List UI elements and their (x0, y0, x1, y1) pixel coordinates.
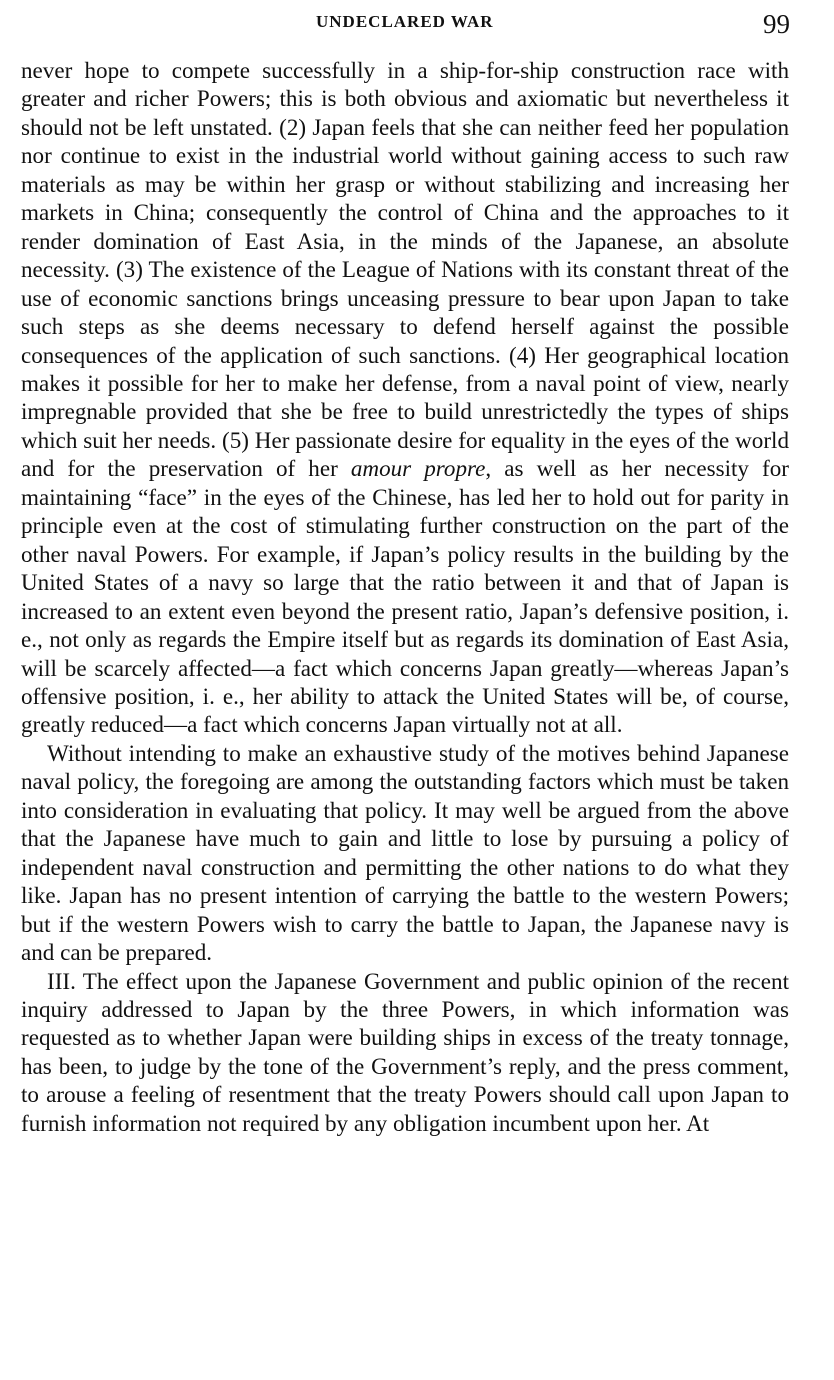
page-number: 99 (763, 9, 790, 39)
paragraph: Without intending to make an exhaustive study of the motives behind Japanese naval policy, the foregoing are among the outstanding factors which must be taken into consideration in evaluating that policy. It may well be argued from the above that the Japanese have much to gain and little to lose by pursuing a policy of independent naval construction and permitting the other nations to do what they like. Japan has no present intention of carrying the battle to the western Powers; but if the western Powers wish to carry the battle to Japan, the Japanese navy is and can be prepared. (21, 739, 789, 966)
paragraph-continued (21, 56, 789, 739)
body-text (21, 56, 789, 1137)
paragraph-text-after-italic: , as well as her necessity for maintaining “face” in the eyes of the Chinese, has led her to hold out for parity in principle even at the cost of stimulating further construction on the part of the other naval Powers. For example, if Japan’s policy results in the building by the United States of a navy so large that the ratio between it and that of Japan is increased to an extent even beyond the present ratio, Japan’s defensive position, i. e., not only as regards the Empire itself but as regards its domination of East Asia, will be scarcely affected—a fact which concerns Japan greatly—whereas Japan’s offensive position, i. e., her ability to attack the United States will be, of course, greatly reduced—a fact which concerns Japan virtually not at all. (21, 455, 789, 738)
paragraph-text-before-italic: never hope to compete successfully in a ship-for-ship construction race with greater and richer Powers; this is both obvious and axiomatic but nevertheless it should not be left unstated. (2) Japan feels that she can neither feed her population nor continue to exist in the industrial world without gaining access to such raw materials as may be within her grasp or without stabilizing and increasing her markets in China; consequently the control of China and the approaches to it render domination of East Asia, in the minds of the Japanese, an absolute necessity. (3) The existence of the League of Nations with its constant threat of the use of economic sanctions brings unceasing pressure to bear upon Japan to take such steps as she deems necessary to defend herself against the possible consequences of the application of such sanctions. (4) Her geographical location makes it possible for her to make her defense, from a naval point of view, nearly impregnable provided that she be free to build unrestrictedly the types of ships which suit her needs. (5) Her passionate desire for equality in the eyes of the world and for the preservation of her (21, 57, 789, 482)
running-title: UNDECLARED WAR (316, 12, 494, 31)
paragraph-section-iii: III. The effect upon the Japanese Government and public opinion of the recent inquiry addressed to Japan by the three Powers, in which information was requested as to whether Japan were building ships in excess of the treaty tonnage, has been, to judge by the tone of the Government’s reply, and the press comment, to arouse a feeling of resentment that the treaty Powers should call upon Japan to furnish information not required by any obligation incumbent upon her. At (21, 967, 789, 1136)
italic-phrase: amour propre (350, 455, 486, 482)
